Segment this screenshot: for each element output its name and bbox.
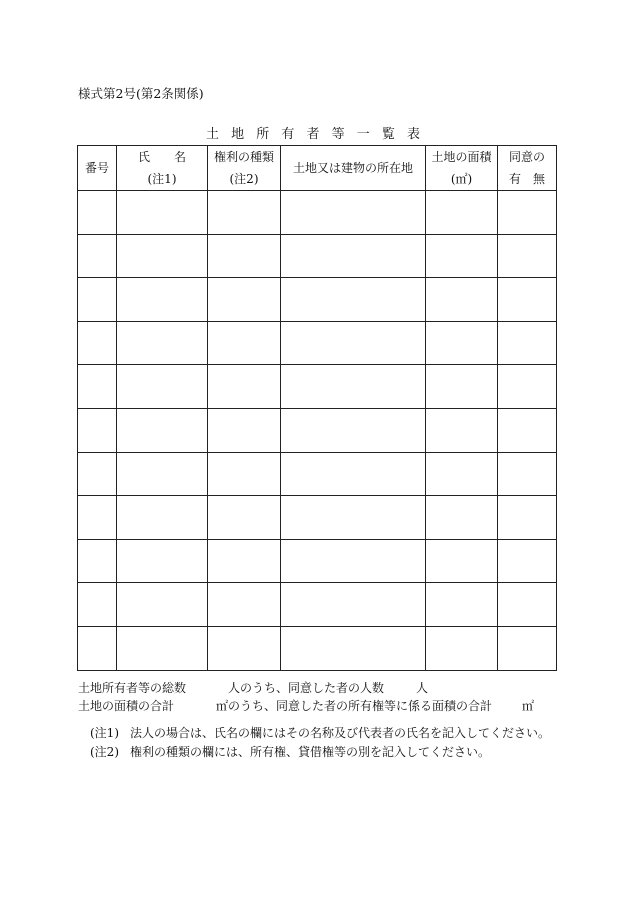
header-number: 番号 [78,146,117,191]
table-cell[interactable] [208,496,281,540]
header-right-type: 権利の種類 (注2) [208,146,281,191]
table-cell[interactable] [281,278,426,322]
table-cell[interactable] [117,191,208,235]
table-cell[interactable] [78,365,117,409]
table-cell[interactable] [426,365,498,409]
table-cell[interactable] [498,626,557,670]
table-header-row [78,146,557,191]
table-cell[interactable] [281,626,426,670]
table-cell[interactable] [117,321,208,365]
table-row [78,496,557,540]
header-name: 氏 名 (注1) [117,146,208,191]
table-cell[interactable] [281,496,426,540]
table-row [78,365,557,409]
note-1: (注1) 法人の場合は、氏名の欄にはその名称及び代表者の氏名を記入してください。 [90,726,551,740]
table-row [78,626,557,670]
table-cell[interactable] [117,539,208,583]
table-row [78,191,557,235]
table-cell[interactable] [117,234,208,278]
table-cell[interactable] [208,452,281,496]
table-cell[interactable] [498,496,557,540]
header-location: 土地又は建物の所在地 [281,146,426,191]
table-cell[interactable] [281,365,426,409]
table-row [78,408,557,452]
table-cell[interactable] [78,408,117,452]
table-cell[interactable] [78,191,117,235]
table-cell[interactable] [117,278,208,322]
table-cell[interactable] [498,583,557,627]
table-cell[interactable] [208,278,281,322]
table-cell[interactable] [281,539,426,583]
table-cell[interactable] [498,321,557,365]
table-cell[interactable] [78,321,117,365]
table-cell[interactable] [78,583,117,627]
table-cell[interactable] [426,452,498,496]
summary-area-total: 土地の面積の合計 ㎡のうち、同意した者の所有権等に係る面積の合計 ㎡ [78,699,535,713]
table-cell[interactable] [426,191,498,235]
table-cell[interactable] [117,626,208,670]
table-cell[interactable] [281,191,426,235]
table-cell[interactable] [208,539,281,583]
table-cell[interactable] [208,583,281,627]
table-cell[interactable] [117,583,208,627]
table-cell[interactable] [426,583,498,627]
table-row [78,321,557,365]
table-cell[interactable] [498,234,557,278]
table-cell[interactable] [78,626,117,670]
table-cell[interactable] [426,234,498,278]
table-body [78,191,557,671]
table-row [78,452,557,496]
table-cell[interactable] [426,539,498,583]
table-row [78,539,557,583]
table-cell[interactable] [208,321,281,365]
header-area: 土地の面積 (㎡) [426,146,498,191]
header-consent: 同意の 有 無 [498,146,557,191]
table-cell[interactable] [208,408,281,452]
table-cell[interactable] [498,365,557,409]
table-row [78,583,557,627]
table-cell[interactable] [281,583,426,627]
table-cell[interactable] [498,408,557,452]
table-cell[interactable] [426,626,498,670]
note-2: (注2) 権利の種類の欄には、所有権、貸借権等の別を記入してください。 [90,745,491,759]
table-cell[interactable] [117,365,208,409]
table-cell[interactable] [208,365,281,409]
document-title: 土 地 所 有 者 等 一 覧 表 [205,127,425,142]
table-cell[interactable] [117,496,208,540]
table-cell[interactable] [426,321,498,365]
table-cell[interactable] [281,234,426,278]
table-cell[interactable] [78,496,117,540]
summary-owner-count: 土地所有者等の総数 人のうち、同意した者の人数 人 [78,681,429,695]
table-cell[interactable] [78,539,117,583]
table-row [78,234,557,278]
table-cell[interactable] [78,234,117,278]
table-cell[interactable] [498,278,557,322]
table-cell[interactable] [208,626,281,670]
table-cell[interactable] [117,452,208,496]
table-cell[interactable] [426,408,498,452]
table-cell[interactable] [78,452,117,496]
table-cell[interactable] [281,452,426,496]
table-cell[interactable] [281,321,426,365]
table-cell[interactable] [498,452,557,496]
form-number-label: 様式第2号(第2条関係) [78,86,204,101]
table-cell[interactable] [78,278,117,322]
table-cell[interactable] [281,408,426,452]
table-cell[interactable] [117,408,208,452]
table-cell[interactable] [208,234,281,278]
table-row [78,278,557,322]
table-cell[interactable] [426,496,498,540]
landowner-table [77,145,557,671]
table-cell[interactable] [498,191,557,235]
table-cell[interactable] [498,539,557,583]
table-cell[interactable] [426,278,498,322]
table-cell[interactable] [208,191,281,235]
